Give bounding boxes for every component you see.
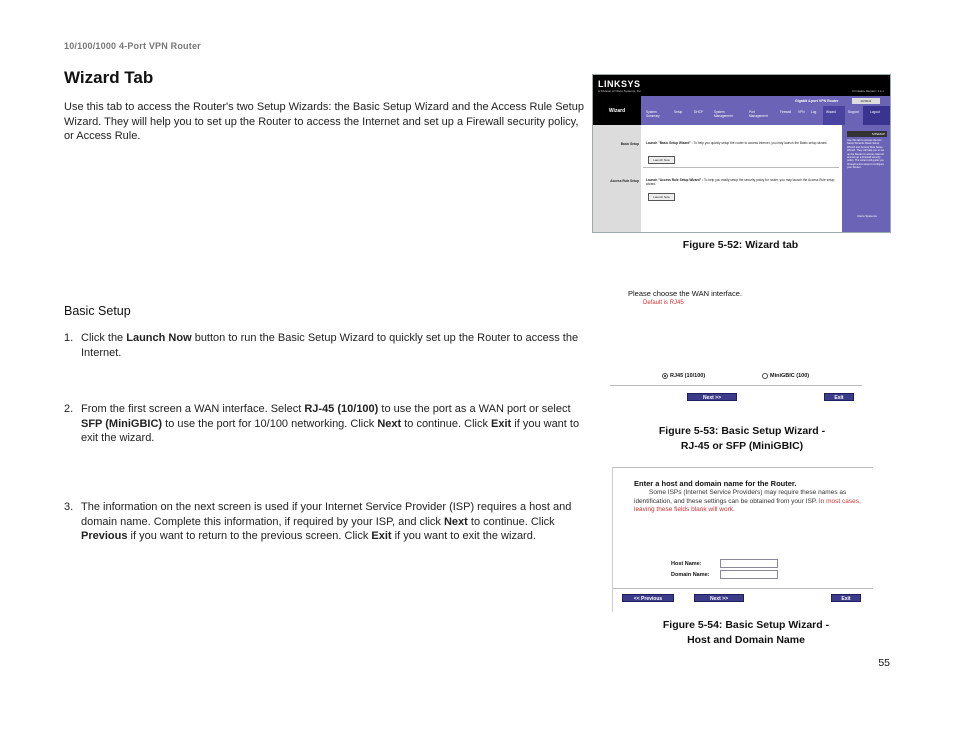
row-label-basic-setup: Basic Setup: [620, 142, 639, 146]
host-exit-button[interactable]: Exit: [831, 594, 861, 602]
wan-prompt: Please choose the WAN interface.: [628, 289, 742, 298]
step-text: From the first screen a WAN interface. Select RJ-45 (10/100) to use the port as a WAN port or select SFP (MiniGBIC) to use the port for 10/100 networking. Click Next to continue. Click Exit if you want to exit the wizard.: [81, 403, 580, 444]
nav-logout-bg: [863, 106, 890, 125]
wan-interface-screenshot: [610, 285, 870, 405]
host-divider: [613, 588, 873, 589]
nav-item-firewall[interactable]: Firewall: [780, 110, 791, 114]
nav-item-logout[interactable]: Logout: [870, 110, 880, 114]
tab-wizard-label: Wizard: [593, 96, 641, 125]
nav-item-log[interactable]: Log: [811, 110, 817, 114]
page-number: 55: [878, 657, 890, 669]
intro-paragraph: Use this tab to access the Router's two Setup Wizards: the Basic Setup Wizard and the Access Rule Setup Wizard. They will help you to set up the Router to access the Internet and set up a Firewall security policy, or Access Rule.: [64, 101, 584, 142]
step-text: Click the Launch Now button to run the Basic Setup Wizard to quickly set up the Router to access the Internet.: [81, 332, 579, 359]
figure-5-52-caption: Figure 5-52: Wizard tab: [682, 239, 799, 251]
host-previous-button[interactable]: << Previous: [622, 594, 674, 602]
sitemap-link[interactable]: SITEMAP: [847, 131, 887, 137]
cisco-logo: Cisco Systems: [857, 214, 877, 218]
model-badge: RV0041: [852, 98, 880, 104]
nav-item-vpn[interactable]: VPN: [798, 110, 805, 114]
rj45-radio[interactable]: [662, 373, 668, 379]
row-desc-basic-setup: Launch "Basic Setup Wizard" : To help you quickly setup the router to access internet, you may launch the Basic setup wizard.: [646, 141, 828, 145]
host-name-label: Host Name:: [671, 561, 702, 567]
step-number: 1.: [64, 332, 74, 344]
wan-divider: [610, 385, 862, 386]
wan-exit-button[interactable]: Exit: [824, 393, 854, 401]
host-title: Enter a host and domain name for the Router.: [634, 479, 797, 488]
firmware-version: Firmware Version: 1.1.x: [852, 89, 884, 93]
linksys-logo: LINKSYS: [598, 79, 641, 89]
section-title: Wizard Tab: [64, 68, 154, 87]
nav-item-port-management[interactable]: Port Management: [749, 110, 768, 118]
step-text: The information on the next screen is used if your Internet Service Provider (ISP) requires a host and domain name. Complete this information, if required by your ISP, and click Next to continue. Click Previous if you want to return to the previous screen. Click Exit if you want to exit the wizard.: [81, 501, 572, 542]
logo-tagline: A Division of Cisco Systems, Inc.: [598, 89, 642, 93]
step-3: [64, 500, 586, 545]
step-number: 2.: [64, 403, 74, 415]
rj45-label: RJ45 (10/100): [670, 373, 706, 379]
row-desc-access-rule: Launch "Access Rule Setup Wizard" : To help you easily setup the security policy for router, you may launch the Access Rule setup wizard.: [646, 178, 835, 186]
host-top-line: [613, 467, 873, 468]
minigbic-radio[interactable]: [762, 373, 768, 379]
nav-item-wizard[interactable]: Wizard: [826, 110, 836, 114]
minigbic-label: MiniGBIC (100): [770, 373, 810, 379]
wizard-tab-screenshot: [592, 74, 891, 233]
nav-item-dhcp[interactable]: DHCP: [694, 110, 704, 114]
domain-name-input[interactable]: [720, 570, 778, 579]
wan-default-note: Default is RJ45: [643, 300, 684, 306]
nav-item-setup[interactable]: Setup: [674, 110, 683, 114]
row-label-access-rule: Access Rule Setup: [610, 179, 639, 183]
host-domain-screenshot: [612, 467, 873, 612]
figure-5-54-caption: Figure 5-54: Basic Setup Wizard - Host and Domain Name: [662, 619, 830, 646]
nav-item-system-management[interactable]: System Management: [714, 110, 733, 118]
step-1: [64, 331, 586, 361]
domain-name-label: Domain Name:: [671, 572, 710, 578]
figure-5-53-caption: Figure 5-53: Basic Setup Wizard - RJ-45 or SFP (MiniGBIC): [658, 425, 826, 452]
nav-selected-bg: [823, 106, 845, 125]
subheading: Basic Setup: [64, 304, 131, 318]
wan-next-button[interactable]: Next >>: [687, 393, 737, 401]
running-header: 10/100/1000 4-Port VPN Router: [64, 41, 201, 51]
nav-item-system-summary[interactable]: System Summary: [646, 110, 660, 118]
launch-now-access-button[interactable]: Launch Now: [648, 193, 675, 201]
host-description: Some ISPs (Internet Service Providers) may require these names as identification, and these settings can be obtained from your ISP. In most cases, leaving these fields blank will work.: [634, 489, 861, 513]
launch-now-basic-button[interactable]: Launch Now: [648, 156, 675, 164]
product-name: Gigabit 4-port VPN Router: [795, 99, 839, 103]
nav-item-support[interactable]: Support: [848, 110, 860, 114]
sidebar-help-text: Use this tab to access the two Setup Wizards: Basic Setup Wizard and Access Rule Setup Wizard. They will help you to set up the Router to access Internet and set up a Firewall security policy. The wizard will guide you through a few steps to configure your Router.: [847, 139, 885, 170]
host-next-button[interactable]: Next >>: [694, 594, 744, 602]
step-2: [64, 402, 586, 447]
step-number: 3.: [64, 501, 74, 513]
row-divider: [643, 167, 839, 168]
host-name-input[interactable]: [720, 559, 778, 568]
